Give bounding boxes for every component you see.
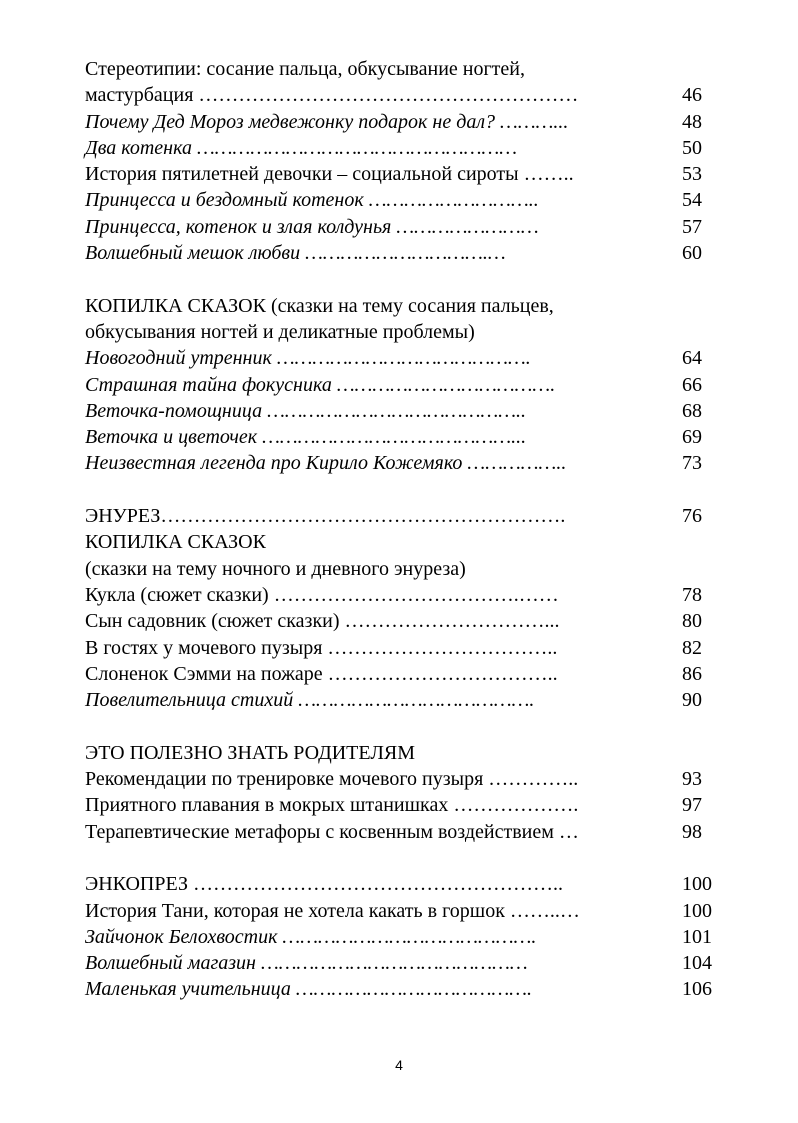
toc-entry-page: 50 [682, 136, 702, 159]
toc-heading [85, 740, 710, 766]
toc-entry[interactable] [85, 214, 710, 240]
toc-entry[interactable] [85, 135, 710, 161]
toc-entry-page: 76 [682, 505, 702, 528]
toc-entry[interactable] [85, 398, 710, 424]
toc-entry-page: 100 [682, 899, 712, 922]
toc-entry-title: Повелительница стихий …………………………………. [85, 689, 535, 712]
toc-heading [85, 56, 710, 82]
toc-entry-title: Почему Дед Мороз медвежонку подарок не дал? ………... [85, 110, 569, 133]
toc-entry-page: 48 [682, 110, 702, 133]
toc-entry-title: Волшебный мешок любви ………………………….… [85, 242, 506, 265]
toc-heading-text: Стереотипии: сосание пальца, обкусывание ногтей, [85, 58, 525, 80]
toc-entry-title: Зайчонок Белохвостик ……………………………………. [85, 925, 537, 948]
toc-heading-text: КОПИЛКА СКАЗОК [85, 531, 266, 554]
toc-entry[interactable] [85, 766, 710, 792]
toc-entry-page: 82 [682, 636, 702, 659]
toc-entry-title: ЭНУРЕЗ……………………………………………………. [85, 505, 566, 528]
toc-entry-page: 98 [682, 820, 702, 843]
toc-entry-page: 80 [682, 610, 702, 633]
toc-entry-title: Два котенка ……………………………………………… [85, 136, 518, 159]
toc-heading [85, 556, 710, 582]
toc-heading-text: КОПИЛКА СКАЗОК (сказки на тему сосания пальцев, [85, 294, 554, 317]
toc-entry-title: Маленькая учительница …………………………………. [85, 978, 533, 1001]
toc-entry[interactable] [85, 372, 710, 398]
toc-entry[interactable] [85, 687, 710, 713]
toc-heading [85, 319, 710, 345]
toc-entry[interactable] [85, 240, 710, 266]
toc-entry[interactable] [85, 582, 710, 608]
toc-heading-text: обкусывания ногтей и деликатные проблемы) [85, 320, 475, 343]
toc-entry[interactable] [85, 82, 710, 108]
toc-entry-page: 68 [682, 399, 702, 422]
toc-entry[interactable] [85, 819, 710, 845]
toc-entry[interactable] [85, 503, 710, 529]
toc-entry-title: Веточка и цветочек ……………………………………... [85, 426, 527, 449]
toc-entry-page: 106 [682, 978, 712, 1001]
toc-entry-title: Приятного плавания в мокрых штанишках ………………. [85, 794, 579, 817]
toc-entry-page: 57 [682, 215, 702, 238]
toc-heading [85, 529, 710, 555]
toc-entry[interactable] [85, 187, 710, 213]
toc-entry-title: Неизвестная легенда про Кирило Кожемяко …………….. [85, 452, 567, 475]
toc-entry-title: Сын садовник (сюжет сказки) …………………………... [85, 610, 560, 633]
toc-entry-title: ЭНКОПРЕЗ ……………………………………………….. [85, 873, 563, 896]
toc-entry-title: Страшная тайна фокусника ………………………………. [85, 373, 556, 396]
toc-entry-page: 69 [682, 426, 702, 449]
toc-entry-page: 53 [682, 163, 702, 186]
toc-entry-page: 46 [682, 84, 702, 107]
toc-entry-page: 104 [682, 952, 712, 975]
toc-entry-page: 78 [682, 583, 702, 606]
toc-heading [85, 293, 710, 319]
section-spacer [85, 845, 710, 871]
toc-entry[interactable] [85, 950, 710, 976]
toc-entry-title: Принцесса, котенок и злая колдунья …………………… [85, 215, 539, 238]
toc-entry-title: Волшебный магазин ……………………………………… [85, 952, 528, 975]
toc-entry-page: 97 [682, 794, 702, 817]
table-of-contents [85, 56, 710, 1003]
toc-entry-page: 64 [682, 347, 702, 370]
toc-entry-title: Новогодний утренник ……………………………………. [85, 347, 531, 370]
toc-entry-page: 73 [682, 452, 702, 475]
toc-entry[interactable] [85, 161, 710, 187]
toc-entry-title: Рекомендации по тренировке мочевого пузыря ………….. [85, 768, 579, 791]
toc-entry[interactable] [85, 450, 710, 476]
toc-entry[interactable] [85, 924, 710, 950]
toc-entry-page: 54 [682, 189, 702, 212]
toc-entry-title: В гостях у мочевого пузыря …………………………….. [85, 636, 558, 659]
toc-entry[interactable] [85, 976, 710, 1002]
toc-entry-page: 60 [682, 242, 702, 265]
page-number: 4 [395, 1057, 403, 1073]
toc-entry-title: Слоненок Сэмми на пожаре …………………………….. [85, 662, 558, 685]
toc-entry[interactable] [85, 424, 710, 450]
toc-heading-text: ЭТО ПОЛЕЗНО ЗНАТЬ РОДИТЕЛЯМ [85, 741, 416, 764]
section-spacer [85, 713, 710, 739]
toc-entry-title: История пятилетней девочки – социальной сироты …….. [85, 163, 574, 186]
toc-entry[interactable] [85, 898, 710, 924]
toc-entry-title: мастурбация ………………………………………………… [85, 84, 579, 107]
section-spacer [85, 266, 710, 292]
toc-entry-page: 93 [682, 768, 702, 791]
toc-entry[interactable] [85, 345, 710, 371]
toc-entry-title: Принцесса и бездомный котенок ……………………….. [85, 189, 539, 212]
toc-entry-title: Кукла (сюжет сказки) ……………………………….…… [85, 583, 559, 606]
toc-entry[interactable] [85, 635, 710, 661]
toc-heading-text: (сказки на тему ночного и дневного энуреза) [85, 557, 466, 580]
toc-entry-page: 101 [682, 925, 712, 948]
toc-entry-title: Терапевтические метафоры с косвенным воздействием … [85, 820, 579, 843]
toc-entry[interactable] [85, 661, 710, 687]
toc-entry-page: 86 [682, 662, 702, 685]
toc-entry-title: История Тани, которая не хотела какать в горшок ……..… [85, 899, 580, 922]
toc-entry-page: 66 [682, 373, 702, 396]
toc-entry-page: 100 [682, 873, 712, 896]
toc-entry[interactable] [85, 109, 710, 135]
section-spacer [85, 477, 710, 503]
toc-entry[interactable] [85, 608, 710, 634]
toc-entry[interactable] [85, 871, 710, 897]
toc-entry-page: 90 [682, 689, 702, 712]
toc-entry-title: Веточка-помощница …………………………………….. [85, 399, 527, 422]
toc-entry[interactable] [85, 792, 710, 818]
